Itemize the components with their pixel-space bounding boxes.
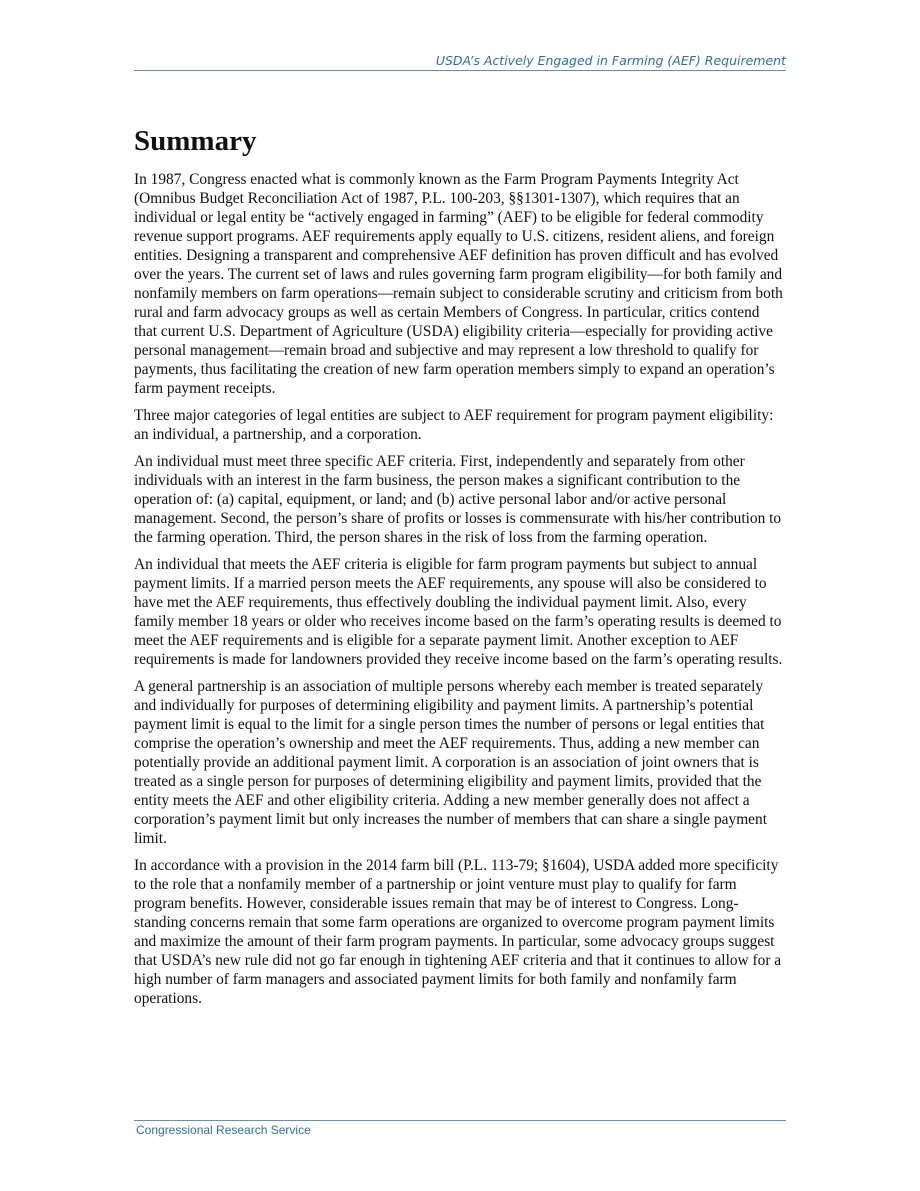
- header-divider: [134, 70, 786, 71]
- section-heading: Summary: [134, 125, 257, 157]
- paragraph-5: A general partnership is an association of multiple persons whereby each member is treated separately and individually for purposes of determining eligibility and payment limits. A partnership’s potential payment limit is equal to the limit for a single person times the number of persons or legal entities that comprise the operation’s ownership and meet the AEF requirements. Thus, adding a new member can potentially provide an additional payment limit. A corporation is an association of joint owners that is treated as a single person for purposes of determining eligibility and payment limits, provided that the entity meets the AEF and other eligibility criteria. Adding a new member generally does not affect a corporation’s payment limit but only increases the number of members that can share a single payment limit.: [134, 678, 767, 847]
- paragraph-2: Three major categories of legal entities are subject to AEF requirement for program payment eligibility: an individual, a partnership, and a corporation.: [134, 407, 774, 443]
- running-header-title: USDA’s Actively Engaged in Farming (AEF) Requirement: [435, 53, 786, 68]
- paragraph-1: In 1987, Congress enacted what is commonly known as the Farm Program Payments Integrity Act (Omnibus Budget Reconciliation Act of 1987, P.L. 100-203, §§1301-1307), which requires that an individual or legal entity be “actively engaged in farming” (AEF) to be eligible for federal commodity revenue support programs. AEF requirements apply equally to U.S. citizens, resident aliens, and foreign entities. Designing a transparent and comprehensive AEF definition has proven difficult and has evolved over the years. The current set of laws and rules governing farm program eligibility—for both family and nonfamily members on farm operations—remain subject to considerable scrutiny and criticism from both rural and farm advocacy groups as well as certain Members of Congress. In particular, critics contend that current U.S. Department of Agriculture (USDA) eligibility criteria—especially for providing active personal management—remain broad and subjective and may represent a low threshold to qualify for payments, thus facilitating the creation of new farm operation members simply to expand an operation’s farm payment receipts.: [134, 171, 783, 397]
- footer-organization: Congressional Research Service: [136, 1123, 311, 1137]
- paragraph-6: In accordance with a provision in the 2014 farm bill (P.L. 113-79; §1604), USDA added more specificity to the role that a nonfamily member of a partnership or joint venture must play to qualify for farm program benefits. However, considerable issues remain that may be of interest to Congress. Long-standing concerns remain that some farm operations are organized to overcome program payment limits and maximize the amount of their farm program payments. In particular, some advocacy groups suggest that USDA’s new rule did not go far enough in tightening AEF criteria and that it continues to allow for a high number of farm managers and associated payment limits for both family and nonfamily farm operations.: [134, 857, 782, 1007]
- paragraph-3: An individual must meet three specific AEF criteria. First, independently and separately from other individuals with an interest in the farm business, the person makes a significant contribution to the operation of: (a) capital, equipment, or land; and (b) active personal labor and/or active personal management. Second, the person’s share of profits or losses is commensurate with his/her contribution to the farming operation. Third, the person shares in the risk of loss from the farming operation.: [134, 453, 782, 546]
- paragraph-4: An individual that meets the AEF criteria is eligible for farm program payments but subject to annual payment limits. If a married person meets the AEF requirements, any spouse will also be considered to have met the AEF requirements, thus effectively doubling the individual payment limit. Also, every family member 18 years or older who receives income based on the farm’s operating results is deemed to meet the AEF requirements and is eligible for a separate payment limit. Another exception to AEF requirements is made for landowners provided they receive income based on the farm’s operating results.: [134, 556, 783, 668]
- document-body: [134, 122, 786, 1016]
- footer-divider: [134, 1120, 786, 1121]
